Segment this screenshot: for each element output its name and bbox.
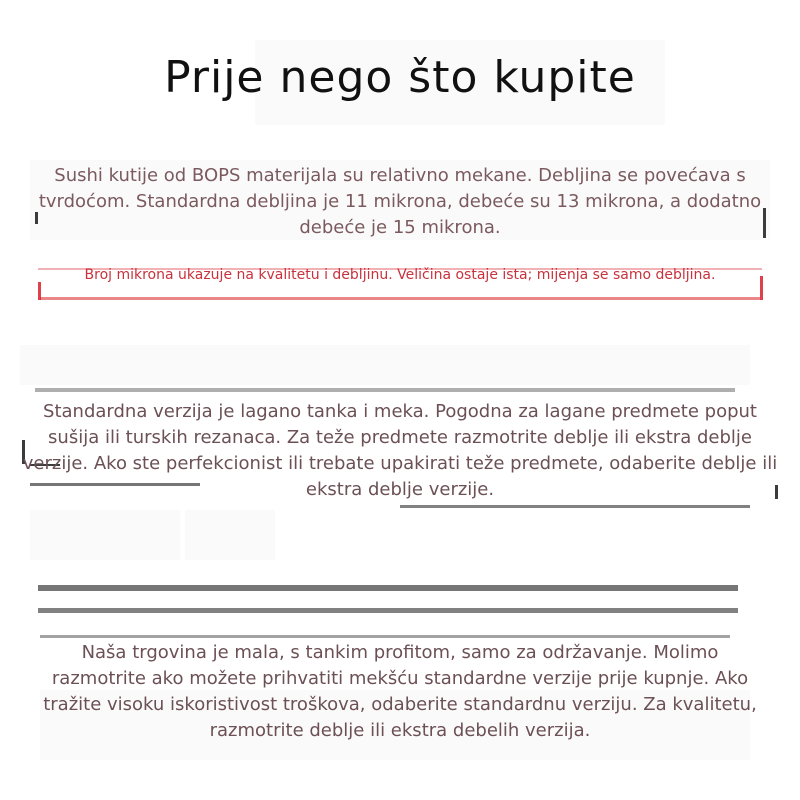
store-notice-paragraph: Naša trgovina je mala, s tankim profitom, samo za održavanje. Molimo razmotrite ako možete prihvatiti mekšću standardne verzije prije kupnje. Ako tražite visoku iskoristivost troškova, odaberite standardnu verziju. Za kvalitetu, razmotrite deblje ili ekstra debelih verzija.: [43, 642, 757, 741]
scan-artifact: [40, 635, 730, 638]
red-scan-artifact: [40, 297, 760, 300]
background-panel: [185, 510, 275, 560]
red-scan-artifact: [760, 276, 763, 300]
standard-version-paragraph: Standardna verzija je lagano tanka i meka. Pogodna za lagane predmete poput sušija ili turskih rezanaca. Za teže predmete razmotrite deblje ili ekstra deblje verzije. Ako ste perfekcionist ili trebate upakirati teže predmete, odaberite deblje ili ekstra deblje verzije.: [22, 401, 778, 500]
scan-artifact: [35, 388, 735, 392]
micron-note: Broj mikrona ukazuje na kvalitetu i debljinu. Veličina ostaje ista; mijenja se samo debljina.: [84, 267, 716, 283]
scan-artifact: [38, 608, 738, 613]
background-panel: [30, 510, 180, 560]
page-title: Prije nego što kupite: [164, 52, 636, 103]
scan-artifact: [400, 505, 750, 508]
background-panel: [20, 345, 750, 385]
thickness-info-paragraph: Sushi kutije od BOPS materijala su relativno mekane. Debljina se povećava s tvrdoćom. Standardna debljina je 11 mikrona, debeće su 13 mikrona, a dodatno debeće je 15 mikrona.: [38, 165, 762, 238]
scan-artifact: [38, 585, 738, 591]
